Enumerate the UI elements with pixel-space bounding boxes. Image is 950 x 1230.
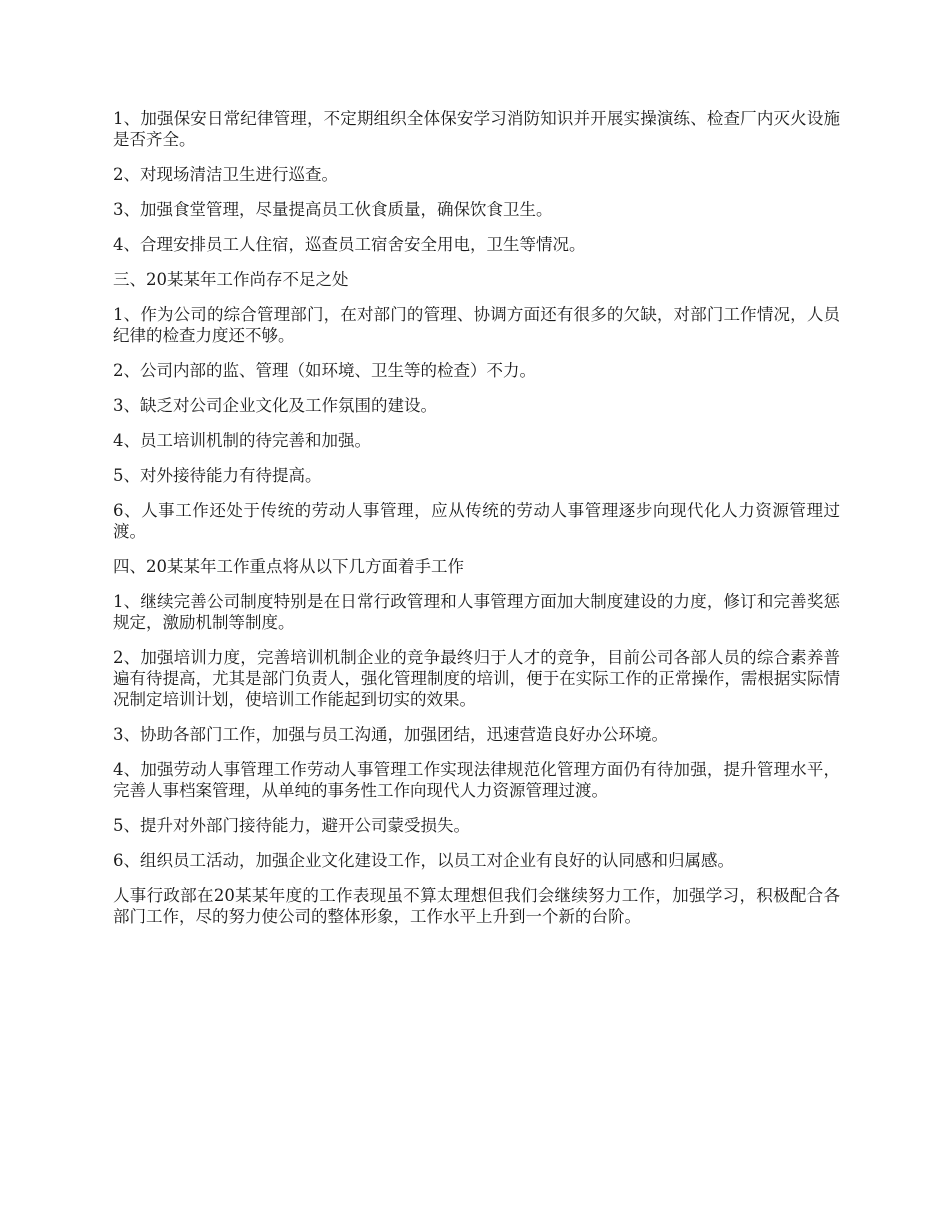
paragraph-improve-rules: 1、继续完善公司制度特别是在日常行政管理和人事管理方面加大制度建设的力度，修订和完善奖惩规定，激励机制等制度。	[113, 592, 840, 632]
paragraph-reception-ability: 5、对外接待能力有待提高。	[113, 466, 322, 485]
document-body	[113, 108, 840, 941]
paragraph-assist-departments: 3、协助各部门工作，加强与员工沟通，加强团结，迅速营造良好办公环境。	[113, 725, 668, 744]
section-heading-shortcomings: 三、20某某年工作尚存不足之处	[113, 270, 349, 289]
paragraph-strengthen-training: 2、加强培训力度，完善培训机制企业的竞争最终归于人才的竞争，目前公司各部人员的综合素养普遍有待提高，尤其是部门负责人，强化管理制度的培训，便于在实际工作的正常操作，需根据实际情况制定培训计划，使培训工作能起到切实的效果。	[113, 648, 840, 709]
paragraph-hr-transition: 6、人事工作还处于传统的劳动人事管理，应从传统的劳动人事管理逐步向现代化人力资源管理过渡。	[113, 501, 840, 541]
paragraph-cleaning-inspection: 2、对现场清洁卫生进行巡查。	[113, 165, 338, 184]
paragraph-labor-management: 4、加强劳动人事管理工作劳动人事管理工作实现法律规范化管理方面仍有待加强，提升管理水平，完善人事档案管理，从单纯的事务性工作向现代人力资源管理过渡。	[113, 760, 840, 800]
paragraph-management-gaps: 1、作为公司的综合管理部门，在对部门的管理、协调方面还有很多的欠缺，对部门工作情况，人员纪律的检查力度还不够。	[113, 305, 840, 345]
paragraph-conclusion: 人事行政部在20某某年度的工作表现虽不算太理想但我们会继续努力工作，加强学习，积极配合各部门工作，尽的努力使公司的整体形象，工作水平上升到一个新的台阶。	[113, 886, 840, 926]
paragraph-canteen-management: 3、加强食堂管理，尽量提高员工伙食质量，确保饮食卫生。	[113, 200, 553, 219]
paragraph-employee-activities: 6、组织员工活动，加强企业文化建设工作，以员工对企业有良好的认同感和归属感。	[113, 851, 734, 870]
paragraph-corporate-culture: 3、缺乏对公司企业文化及工作氛围的建设。	[113, 396, 437, 415]
section-heading-priorities: 四、20某某年工作重点将从以下几方面着手工作	[113, 557, 464, 576]
paragraph-internal-inspection: 2、公司内部的监、管理（如环境、卫生等的检查）不力。	[113, 361, 536, 380]
paragraph-training-mechanism: 4、员工培训机制的待完善和加强。	[113, 431, 371, 450]
paragraph-external-reception: 5、提升对外部门接待能力，避开公司蒙受损失。	[113, 816, 470, 835]
paragraph-security-discipline: 1、加强保安日常纪律管理，不定期组织全体保安学习消防知识并开展实操演练、检查厂内灭火设施是否齐全。	[113, 109, 840, 149]
paragraph-dormitory-arrangement: 4、合理安排员工人住宿，巡查员工宿舍安全用电，卫生等情况。	[113, 235, 586, 254]
